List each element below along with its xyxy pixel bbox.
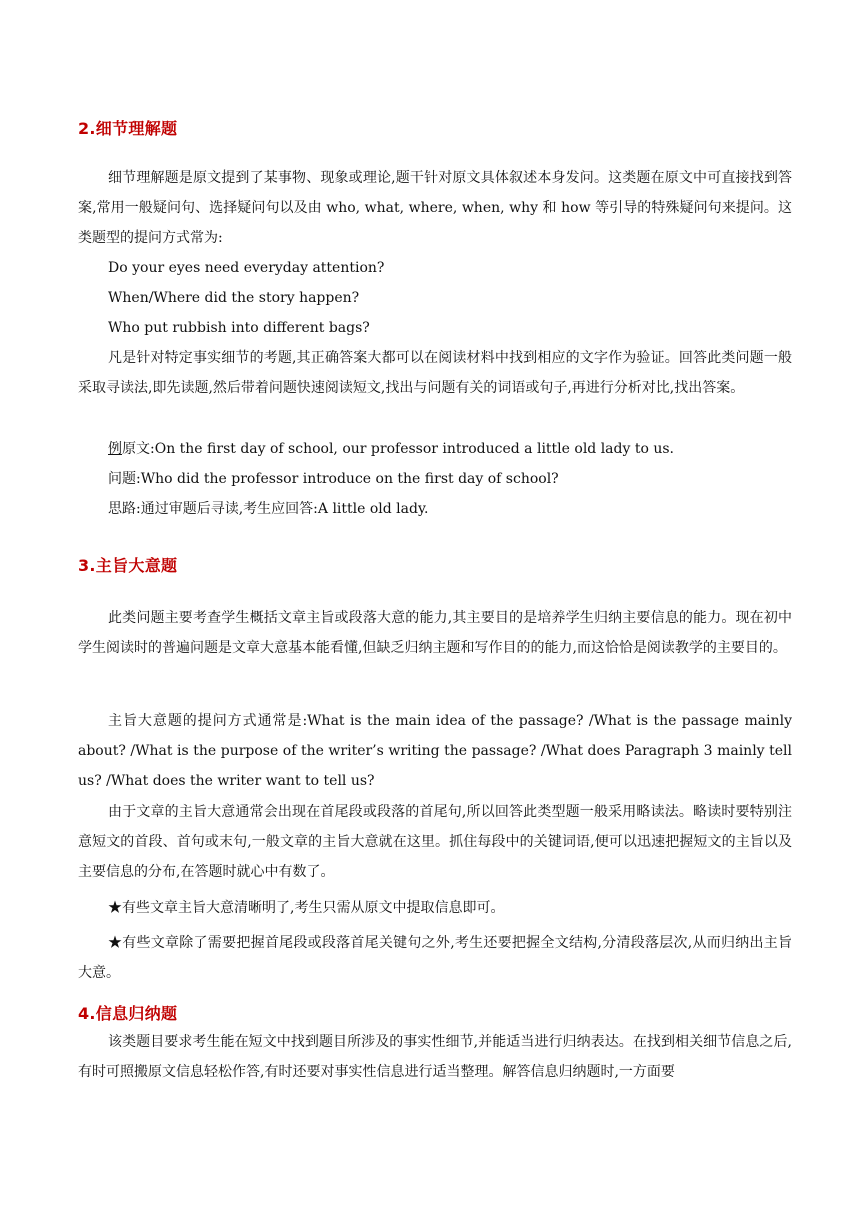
- main-idea-tip-1: ★有些文章主旨大意清晰明了,考生只需从原文中提取信息即可。: [108, 900, 505, 916]
- example-original-line: [108, 434, 674, 464]
- example-question-2: When/Where did the story happen?: [108, 290, 360, 306]
- detail-method-paragraph: 凡是针对特定事实细节的考题,其正确答案大都可以在阅读材料中找到相应的文字作为验证。回答此类问题一般采取寻读法,即先读题,然后带着问题快速阅读短文,找出与问题有关的词语或句子,再进行分析对比,找出答案。: [78, 350, 792, 396]
- section-heading-info-summary: 4.信息归纳题: [78, 1004, 178, 1023]
- example-thinking-line: 思路:通过审题后寻读,考生应回答:A little old lady.: [108, 501, 429, 517]
- main-idea-intro-paragraph: 此类问题主要考查学生概括文章主旨或段落大意的能力,其主要目的是培养学生归纳主要信息的能力。现在初中学生阅读时的普遍问题是文章大意基本能看懂,但缺乏归纳主题和写作目的的能力,而这恰恰是阅读教学的主要目的。: [78, 610, 792, 656]
- main-idea-questions-paragraph: 主旨大意题的提问方式通常是:What is the main idea of the passage? /What is the passage mainly about? /What is the purpose of the writer’s writing the passage? /What does Paragraph 3 mainly tell us? /What does the writer want to tell us?: [78, 713, 792, 789]
- main-idea-tip-2: ★有些文章除了需要把握首尾段或段落首尾关键句之外,考生还要把握全文结构,分清段落层次,从而归纳出主旨大意。: [78, 935, 792, 981]
- detail-intro-paragraph: 细节理解题是原文提到了某事物、现象或理论,题干针对原文具体叙述本身发问。这类题在原文中可直接找到答案,常用一般疑问句、选择疑问句以及由 who, what, where, when, why 和 how 等引导的特殊疑问句来提问。这类题型的提问方式常为:: [78, 170, 792, 246]
- example-question-3: Who put rubbish into different bags?: [108, 320, 370, 336]
- section-heading-detail: 2.细节理解题: [78, 119, 178, 138]
- example-original-text: 原文:On the first day of school, our professor introduced a little old lady to us.: [122, 441, 675, 457]
- example-question-line: 问题:Who did the professor introduce on the first day of school?: [108, 471, 559, 487]
- main-idea-strategy-paragraph: 由于文章的主旨大意通常会出现在首尾段或段落的首尾句,所以回答此类型题一般采用略读法。略读时要特别注意短文的首段、首句或末句,一般文章的主旨大意就在这里。抓住每段中的关键词语,便可以迅速把握短文的主旨以及主要信息的分布,在答题时就心中有数了。: [78, 804, 792, 880]
- section-heading-main-idea: 3.主旨大意题: [78, 556, 178, 575]
- example-mark: 例: [108, 441, 122, 457]
- example-question-1: Do your eyes need everyday attention?: [108, 260, 385, 276]
- info-summary-intro-paragraph: 该类题目要求考生能在短文中找到题目所涉及的事实性细节,并能适当进行归纳表达。在找到相关细节信息之后,有时可照搬原文信息轻松作答,有时还要对事实性信息进行适当整理。解答信息归纳题时,一方面要: [78, 1034, 792, 1080]
